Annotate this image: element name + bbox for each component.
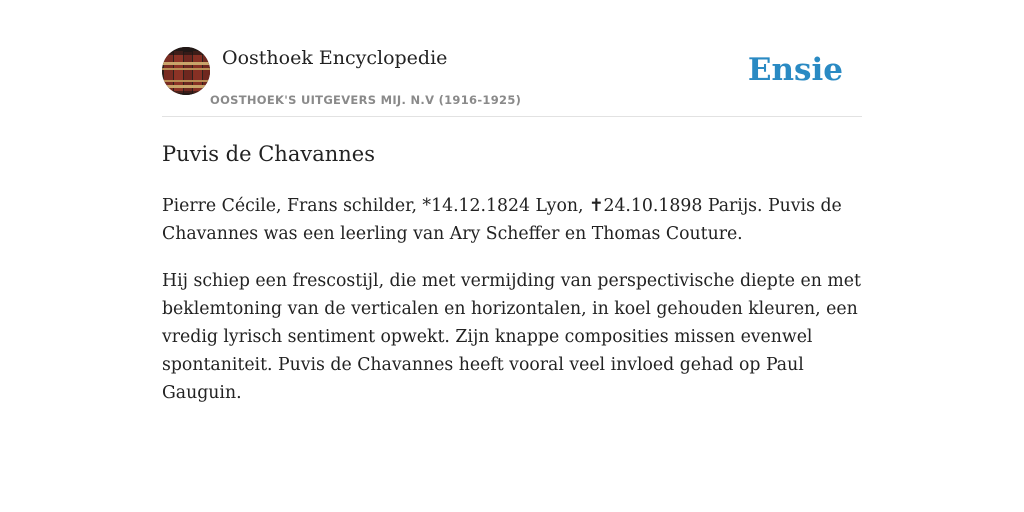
- source-title[interactable]: Oosthoek Encyclopedie: [222, 47, 448, 69]
- source-header: [162, 46, 862, 117]
- encyclopedia-books-icon[interactable]: [162, 47, 210, 95]
- article-paragraph: Hij schiep een frescostijl, die met vermijding van perspectivische diepte en met beklemtoning van de verticalen en horizontalen, in koel gehouden kleuren, een vredig lyrisch sentiment opwekt. Zijn knappe composities missen evenwel spontaniteit. Puvis de Chavannes heeft vooral veel invloed gehad op Paul Gauguin.: [162, 271, 861, 403]
- article-paragraph: Pierre Cécile, Frans schilder, *14.12.1824 Lyon, ✝24.10.1898 Parijs. Puvis de Chavannes was een leerling van Ary Scheffer en Thomas Couture.: [162, 196, 842, 244]
- article: [162, 139, 868, 407]
- article-title: Puvis de Chavannes: [162, 142, 375, 166]
- ensie-logo[interactable]: Ensie: [747, 52, 843, 88]
- source-publisher: OOSTHOEK'S UITGEVERS MIJ. N.V (1916-1925): [210, 93, 522, 107]
